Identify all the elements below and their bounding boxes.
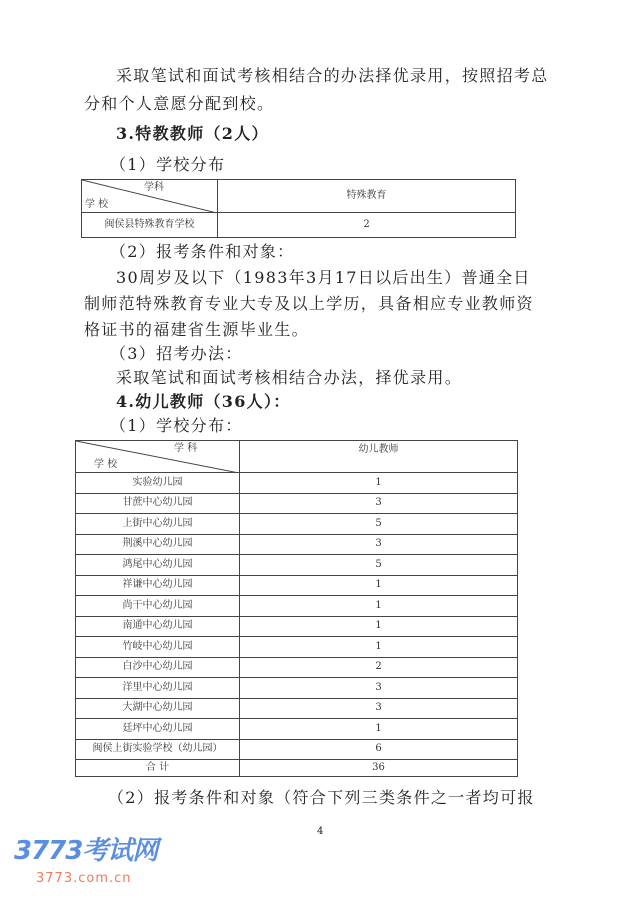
table-row — [76, 698, 518, 719]
special-ed-table — [81, 179, 516, 238]
paragraph: 采取笔试和面试考核相结合办法，择优录用。 — [116, 368, 463, 387]
paragraph: 格证书的福建省生源毕业生。 — [84, 320, 309, 339]
table-row — [76, 596, 518, 617]
count-cell: 1 — [240, 473, 518, 494]
school-cell: 甘蔗中心幼儿园 — [76, 493, 240, 514]
total-label: 合 计 — [76, 760, 240, 777]
school-cell: 大湖中心幼儿园 — [76, 698, 240, 719]
count-cell: 1 — [240, 575, 518, 596]
table-row — [76, 555, 518, 576]
subheading: （3）招考办法： — [110, 344, 243, 363]
subject-label: 学 科 — [174, 443, 198, 454]
section-heading: 4.幼儿教师（36人）： — [116, 392, 291, 411]
table-row — [76, 493, 518, 514]
count-cell: 2 — [218, 213, 516, 238]
table-row — [76, 514, 518, 535]
school-cell: 廷坪中心幼儿园 — [76, 719, 240, 740]
kindergarten-table — [75, 440, 518, 777]
column-header: 幼儿教师 — [240, 441, 518, 473]
school-cell: 白沙中心幼儿园 — [76, 657, 240, 678]
table-row — [76, 534, 518, 555]
page-number: 4 — [317, 826, 324, 837]
school-cell: 实验幼儿园 — [76, 473, 240, 494]
table-row — [76, 739, 518, 760]
school-cell: 闽侯上街实验学校（幼儿园） — [76, 739, 240, 760]
school-cell: 南通中心幼儿园 — [76, 616, 240, 637]
paragraph: 30周岁及以下（1983年3月17日以后出生）普通全日 — [116, 268, 531, 287]
count-cell: 3 — [240, 698, 518, 719]
count-cell: 1 — [240, 616, 518, 637]
column-header: 特殊教育 — [218, 180, 516, 213]
subheading: （1）学校分布 — [110, 155, 226, 174]
school-cell: 鸿尾中心幼儿园 — [76, 555, 240, 576]
header-diagonal-cell — [76, 441, 240, 473]
school-cell: 荆溪中心幼儿园 — [76, 534, 240, 555]
count-cell: 3 — [240, 678, 518, 699]
count-cell: 5 — [240, 514, 518, 535]
count-cell: 1 — [240, 596, 518, 617]
school-cell: 闽侯县特殊教育学校 — [82, 213, 218, 238]
count-cell: 6 — [240, 739, 518, 760]
count-cell: 3 — [240, 534, 518, 555]
paragraph: 分和个人意愿分配到校。 — [84, 94, 275, 113]
paragraph: 制师范特殊教育专业大专及以上学历，具备相应专业教师资 — [84, 294, 534, 313]
table-row — [76, 678, 518, 699]
count-cell: 1 — [240, 719, 518, 740]
table-row — [76, 575, 518, 596]
table-row — [76, 473, 518, 494]
total-value: 36 — [240, 760, 518, 777]
school-label: 学 校 — [85, 199, 109, 210]
school-cell: 尚干中心幼儿园 — [76, 596, 240, 617]
table-row — [76, 657, 518, 678]
section-heading: 3.特教教师（2人） — [116, 124, 269, 143]
school-label: 学 校 — [94, 459, 118, 470]
subject-label: 学科 — [144, 182, 164, 193]
count-cell: 1 — [240, 637, 518, 658]
school-cell: 洋里中心幼儿园 — [76, 678, 240, 699]
school-cell: 竹岐中心幼儿园 — [76, 637, 240, 658]
subheading: （2）报考条件和对象（符合下列三类条件之一者均可报 — [108, 788, 535, 807]
school-cell: 上街中心幼儿园 — [76, 514, 240, 535]
header-diagonal-cell — [82, 180, 218, 213]
count-cell: 3 — [240, 493, 518, 514]
paragraph: 采取笔试和面试考核相结合的办法择优录用，按照招考总 — [116, 66, 549, 85]
subheading: （2）报考条件和对象： — [110, 242, 295, 261]
table-row — [76, 719, 518, 740]
school-cell: 祥谦中心幼儿园 — [76, 575, 240, 596]
table-row — [76, 616, 518, 637]
watermark-logo: 3773考试网 — [14, 836, 158, 866]
table-row — [76, 637, 518, 658]
count-cell: 5 — [240, 555, 518, 576]
count-cell: 2 — [240, 657, 518, 678]
subheading: （1）学校分布： — [110, 416, 243, 435]
watermark-url: 3773.com.cn — [36, 871, 132, 886]
